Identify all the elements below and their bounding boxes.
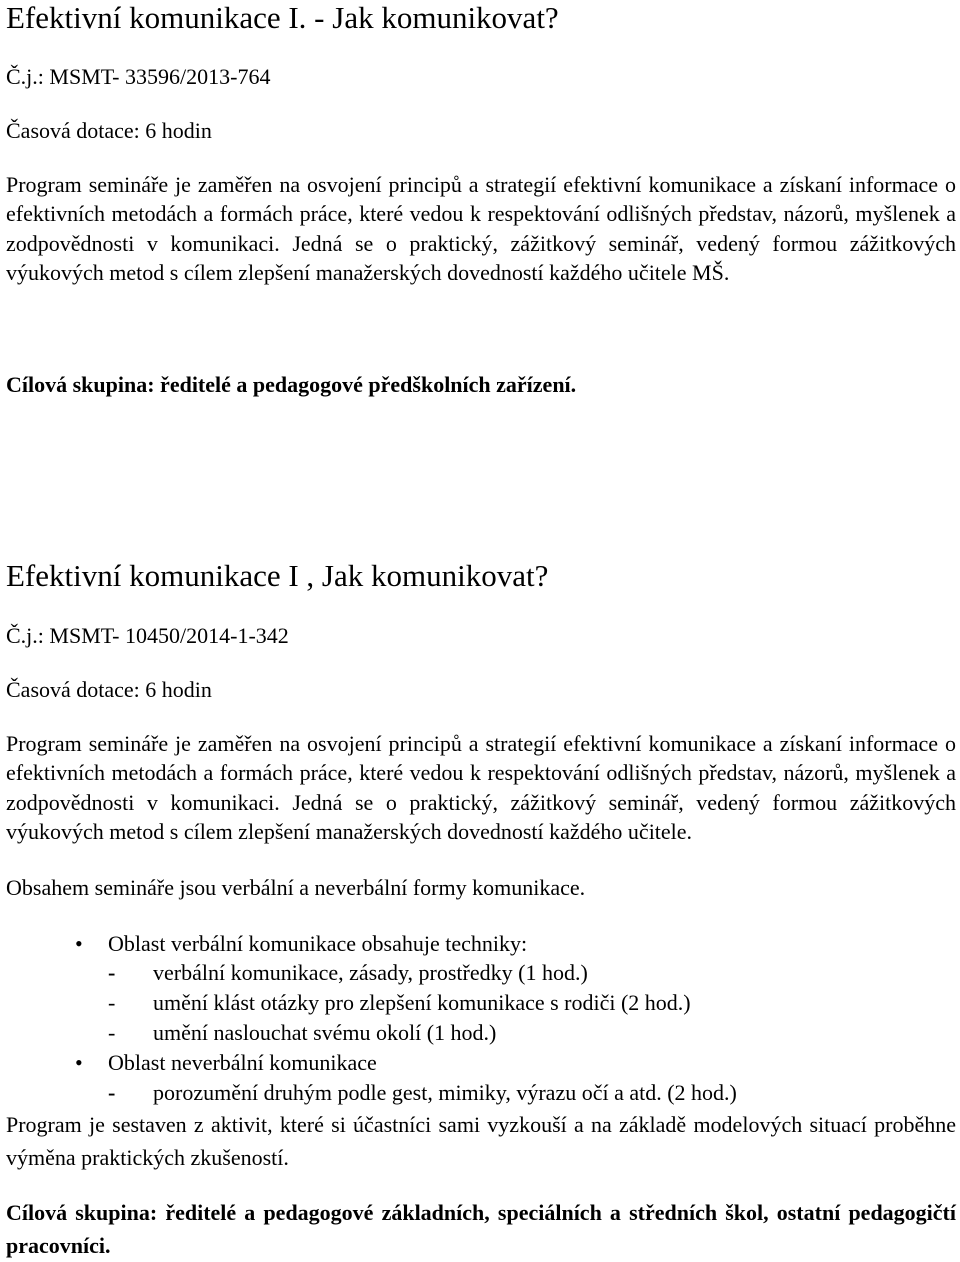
dash-marker: - [108,960,116,985]
dash-marker: - [108,1080,116,1105]
seminar-title: Efektivní komunikace I. - Jak komunikovat? [6,0,559,35]
target-group: Cílová skupina: ředitelé a pedagogové předškolních zařízení. [6,372,577,397]
reference-number: Č.j.: MSMT- 33596/2013-764 [6,64,271,89]
reference-number: Č.j.: MSMT- 10450/2014-1-342 [6,623,289,648]
bullet-icon: • [75,931,83,956]
time-allocation: Časová dotace: 6 hodin [6,118,212,143]
topic-item: verbální komunikace, zásady, prostředky (1 hod.) [153,960,588,985]
time-allocation: Časová dotace: 6 hodin [6,677,212,702]
seminar-description: Program semináře je zaměřen na osvojení principů a strategií efektivní komunikace a získaní informace o efektivních metodách a formách práce, které vedou k respektování odlišných představ, názorů, myšlenek a zodpovědnosti v komunikaci. Jedná se o praktický, zážitkový seminář, vedený formou zážitkových výukových metod s cílem zlepšení manažerských dovedností každého učitele MŠ. [6,172,956,286]
target-group: Cílová skupina: ředitelé a pedagogové základních, speciálních a středních škol, ostatní pedagogičtí pracovníci. [6,1200,956,1258]
bullet-icon: • [75,1050,83,1075]
topic-item: umění naslouchat svému okolí (1 hod.) [153,1020,497,1045]
topic-label: Oblast neverbální komunikace [108,1050,377,1075]
content-intro: Obsahem semináře jsou verbální a neverbální formy komunikace. [6,875,586,900]
topic-item: umění klást otázky pro zlepšení komunikace s rodiči (2 hod.) [153,990,691,1015]
topic-label: Oblast verbální komunikace obsahuje techniky: [108,931,528,956]
seminar-description: Program semináře je zaměřen na osvojení principů a strategií efektivní komunikace a získaní informace o efektivních metodách a formách práce, které vedou k respektování odlišných představ, názorů, myšlenek a zodpovědnosti v komunikaci. Jedná se o praktický, zážitkový seminář, vedený formou zážitkových výukových metod s cílem zlepšení manažerských dovedností každého učitele. [6,731,956,845]
seminar-title: Efektivní komunikace I , Jak komunikovat? [6,558,549,593]
dash-marker: - [108,1020,116,1045]
topic-item: porozumění druhým podle gest, mimiky, výrazu očí a atd. (2 hod.) [153,1080,737,1105]
dash-marker: - [108,990,116,1015]
program-closing: Program je sestaven z aktivit, které si účastníci sami vyzkouší a na základě modelových situací proběhne výměna praktických zkušeností. [6,1112,956,1170]
